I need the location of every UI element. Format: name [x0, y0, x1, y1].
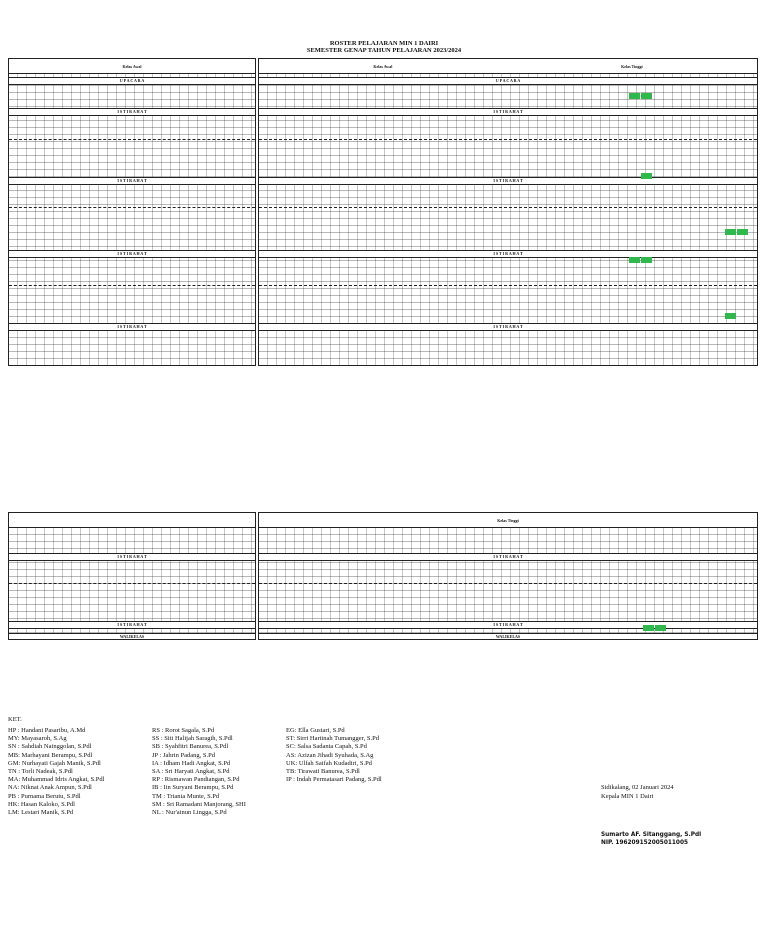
- day-divider: [259, 207, 757, 208]
- signature-name-block: [601, 831, 701, 847]
- upacara-band: U P A C A R A: [259, 77, 757, 85]
- schedule-table-kelas-tinggi-bottom: [258, 512, 758, 640]
- highlighted-cell: [737, 229, 748, 235]
- signature-place: [601, 784, 674, 801]
- legend-item: MA: Muhammad Idris Angkat, S.Pdl: [8, 776, 105, 784]
- legend-item: IP : Indah Permatasari Padang, S.Pdl: [286, 776, 382, 784]
- highlighted-cell: [643, 625, 654, 631]
- legend-item: RP : Rismawan Pandiangan, S.Pd: [152, 776, 240, 784]
- legend-item: MB: Marhayani Berampu, S.Pdl: [8, 751, 93, 759]
- title-line-2: SEMESTER GENAP TAHUN PELAJARAN 2023/2024: [306, 47, 462, 54]
- highlighted-cell: [641, 257, 652, 263]
- highlighted-cell: [629, 93, 640, 99]
- header-kelas-awal: Kelas Awal: [122, 63, 142, 69]
- legend-item: JP : Jahrin Padang, S.Pd: [152, 751, 215, 759]
- legend-item: SC: Salsa Sadanta Capah, S.Pd: [286, 743, 367, 751]
- legend-item: HK: Hasan Kaloko, S.Pdl: [8, 800, 75, 808]
- highlighted-cell: [655, 625, 666, 631]
- legend-item: LM: Lestari Manik, S.Pd: [8, 809, 74, 817]
- day-divider: [9, 207, 255, 208]
- highlighted-cell: [725, 229, 736, 235]
- highlighted-cell: [725, 313, 736, 319]
- table-header: [9, 513, 255, 528]
- place-date: Sidikalang, 02 Januari 2024: [601, 784, 674, 791]
- istirahat-band: I S T I R A H A T: [9, 553, 255, 561]
- schedule-table-kelas-awal-top: [8, 58, 256, 366]
- istirahat-band: I S T I R A H A T: [259, 553, 757, 561]
- day-divider: [9, 583, 255, 584]
- highlighted-cell: [629, 257, 640, 263]
- legend-item: NA: Niknat Anak Ampun, S.Pdl: [8, 784, 92, 792]
- istirahat-band: I S T I R A H A T: [9, 177, 255, 185]
- legend-item: TB: Tirawati Banurea, S.Pdl: [286, 768, 360, 776]
- legend-item: SM : Sri Ramadani Manjorang, SHI: [152, 800, 246, 808]
- signatory-nip: NIP. 196209152005011005: [601, 840, 689, 846]
- legend-item: ST: Sirri Hartinah Tumangger, S.Pd: [286, 735, 379, 743]
- legend-item: AS: Azizan Jihadi Syuhada, S.Ag: [286, 751, 374, 759]
- istirahat-band: I S T I R A H A T: [259, 108, 757, 116]
- legend-column-3: [286, 727, 382, 784]
- highlighted-cell: [641, 93, 652, 99]
- legend-item: IA : Idham Hadi Angkat, S.Pd: [152, 759, 231, 767]
- legend-item: SB : Syahfitri Banurea, S.Pdl: [152, 743, 229, 751]
- legend-item: NL : Nur'ainun Lingga, S.Pd: [152, 809, 227, 817]
- legend-item: PB : Purnama Berutu, S.Pdl: [8, 792, 81, 800]
- istirahat-band: I S T I R A H A T: [9, 108, 255, 116]
- header-kelas-tinggi: Kelas Tinggi: [497, 517, 519, 523]
- legend-item: GM: Nurhayati Gajah Manik, S.Pdl: [8, 759, 101, 767]
- day-divider: [9, 285, 255, 286]
- istirahat-band: I S T I R A H A T: [259, 323, 757, 331]
- legend-column-2: [152, 727, 246, 817]
- walikelas-row: WALIKELAS: [259, 633, 757, 640]
- table-header: [9, 59, 255, 74]
- istirahat-band: I S T I R A H A T: [259, 621, 757, 629]
- schedule-table-kelas-tinggi-top: [258, 58, 758, 366]
- signatory-name: Sumarto AF. Sitanggang, S.Pdl: [601, 832, 702, 838]
- legend-item: SS : Siti Halijah Saragih, S.Pdl: [152, 735, 233, 743]
- legend-item: RS : Rorot Sagala, S.Pd: [152, 727, 215, 734]
- istirahat-band: I S T I R A H A T: [9, 250, 255, 258]
- legend-item: TM : Triania Munte, S.Pd: [152, 792, 220, 800]
- title-line-1: ROSTER PELAJARAN MIN 1 DAIRI: [329, 40, 439, 47]
- walikelas-row: WALIKELAS: [9, 633, 255, 640]
- legend-item: MY: Mayasaroh, S.Ag: [8, 735, 67, 743]
- day-divider: [259, 285, 757, 286]
- day-divider: [9, 139, 255, 140]
- legend-column-1: [8, 727, 104, 817]
- table-header: [259, 513, 757, 528]
- header-kelas-awal: Kelas Awal: [373, 63, 393, 69]
- schedule-table-kelas-awal-bottom: [8, 512, 256, 640]
- legend-item: EG: Ella Gustari, S.Pd: [286, 727, 345, 734]
- highlighted-cell: [641, 173, 652, 179]
- upacara-band: U P A C A R A: [9, 77, 255, 85]
- legend-item: UK: Ulfah Saifah Kudadiri, S.Pd: [286, 759, 372, 767]
- legend-item: SA : Sri Haryati Angkat, S.Pd: [152, 768, 230, 776]
- istirahat-band: I S T I R A H A T: [259, 250, 757, 258]
- header-kelas-tinggi: Kelas Tinggi: [621, 63, 643, 69]
- istirahat-band: I S T I R A H A T: [9, 621, 255, 629]
- table-header: [259, 59, 757, 74]
- legend-item: TN : Torli Nadeak, S.Pdl: [8, 768, 73, 776]
- position: Kepala MIN 1 Dairi: [601, 792, 654, 800]
- istirahat-band: I S T I R A H A T: [259, 177, 757, 185]
- legend-item: IB : Iin Suryani Berampu, S.Pd: [152, 784, 234, 792]
- legend-title: KET.: [8, 716, 22, 723]
- day-divider: [259, 139, 757, 140]
- istirahat-band: I S T I R A H A T: [9, 323, 255, 331]
- legend-item: HP : Handani Pasaribu, A.Md: [8, 727, 86, 734]
- legend-item: SN : Sahdiah Nainggolan, S.Pdl: [8, 743, 92, 751]
- day-divider: [259, 583, 757, 584]
